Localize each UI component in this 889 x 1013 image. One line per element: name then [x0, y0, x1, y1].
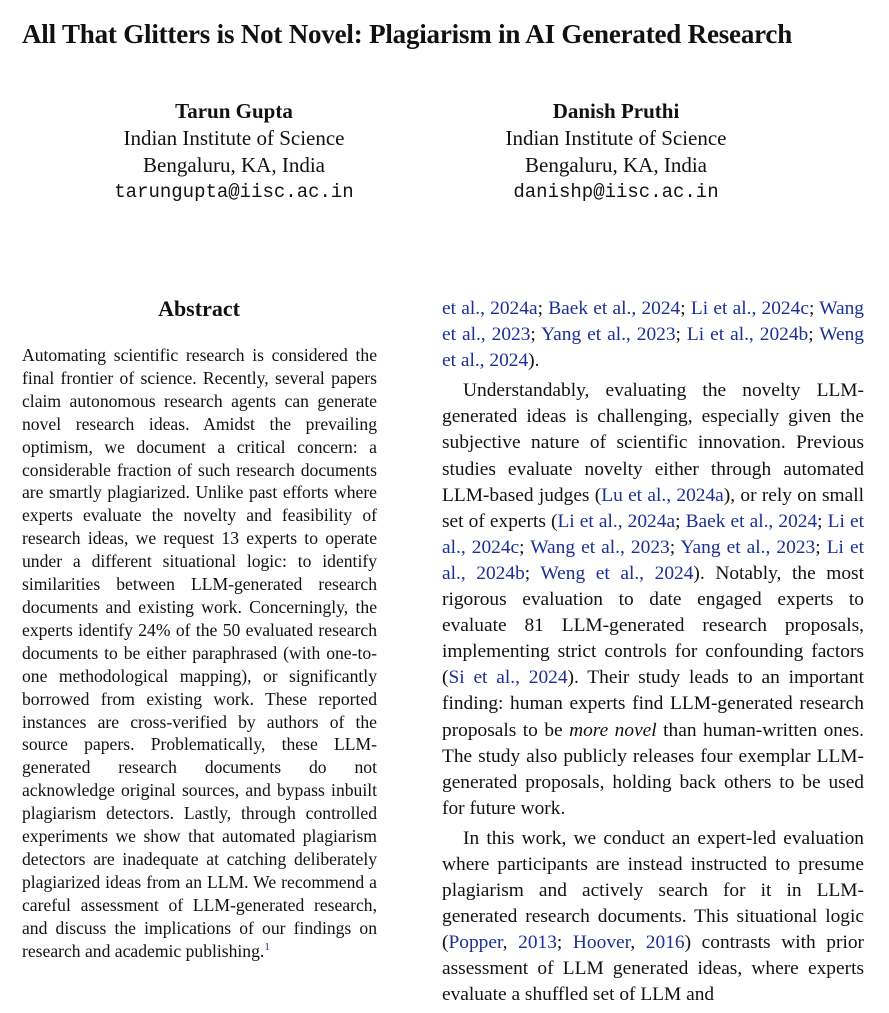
abstract-heading: Abstract: [158, 296, 240, 321]
intro-paragraph-3: In this work, we conduct an expert-led evaluation where participants are instead instructed to presume plagiarism and actively search for it in LLM-generated research documents. This situational logic (Popper, 2013; Hoover, 2016) contrasts with prior assessment of LLM generated ideas, where experts evaluate a shuffled set of LLM and: [442, 827, 864, 1006]
author-email[interactable]: danishp@iisc.ac.in: [513, 181, 719, 203]
emphasis: more novel: [569, 719, 657, 741]
citation-link[interactable]: Li et al., 2024c: [690, 298, 809, 319]
abstract-body: [22, 344, 377, 962]
author-name: Tarun Gupta: [175, 99, 293, 123]
abstract-text: Automating scientific research is considered the final frontier of science. Recently, several papers claim autonomous research agents can generate novel research ideas. Amidst the prevailing optimism, we document a critical concern: a considerable fraction of such research documents are smartly plagiarized. Unlike past efforts where experts evaluate the novelty and feasibility of research ideas, we request 13 experts to operate under a different situational logic: to identify similarities between LLM-generated research documents and existing work. Concerningly, the experts identify 24% of the 50 evaluated research documents to be either paraphrased (with one-to-one methodological mapping), or significantly borrowed from existing work. These reported instances are cross-verified by authors of the source papers. Problematically, these LLM-generated research documents do not acknowledge original sources, and bypass inbuilt plagiarism detectors. Lastly, through controlled experiments we show that automated plagiarism detectors are inadequate at catching deliberately plagiarized ideas from an LLM. We recommend a careful assessment of LLM-generated research, and discuss the implications of our findings on research and academic publishing.: [22, 345, 377, 961]
citation-link[interactable]: Wang et al., 2023: [530, 536, 670, 558]
author-email[interactable]: tarungupta@iisc.ac.in: [114, 181, 354, 203]
citation-link[interactable]: Si et al., 2024: [448, 667, 568, 689]
intro-paragraph-1: et al., 2024a; Baek et al., 2024; Li et al., 2024c; Wang et al., 2023; Yang et al., 2023; Li et al., 2024b; Weng et al., 2024).: [442, 298, 864, 372]
citation-link[interactable]: Wang et al., 2023: [442, 298, 864, 346]
author-affiliation: Indian Institute of Science: [123, 126, 345, 150]
citation-link[interactable]: 2016: [645, 932, 685, 954]
author-affiliation: Indian Institute of Science: [505, 126, 727, 150]
citation-link[interactable]: Baek et al., 2024: [548, 298, 681, 319]
author-block-2: [466, 98, 766, 206]
paper-title: All That Glitters is Not Novel: Plagiarism in AI Generated Research: [22, 19, 793, 49]
citation-link[interactable]: Popper: [448, 932, 503, 954]
citation-link[interactable]: Li et al., 2024a: [557, 510, 676, 532]
citation-link[interactable]: Yang et al., 2023: [680, 536, 816, 558]
citation-link[interactable]: Li et al., 2024b: [686, 324, 809, 346]
author-block-1: [84, 98, 384, 206]
citation-link[interactable]: Baek et al., 2024: [685, 510, 818, 532]
author-name: Danish Pruthi: [552, 99, 680, 123]
citation-link[interactable]: Lu et al., 2024a: [601, 484, 724, 506]
intro-paragraph-2: Understandably, evaluating the novelty LLM-generated ideas is challenging, especially given the subjective nature of scientific innovation. Previous studies evaluate novelty either through automated LLM-based judges (Lu et al., 2024a), or rely on small set of experts (Li et al., 2024a; Baek et al., 2024; Li et al., 2024c; Wang et al., 2023; Yang et al., 2023; Li et al., 2024b; Weng et al., 2024). Notably, the most rigorous evaluation to date engaged experts to evaluate 81 LLM-generated research proposals, implementing strict controls for confounding factors (Si et al., 2024). Their study leads to an important finding: human experts find LLM-generated research proposals to be more novel than human-written ones. The study also publicly releases four exemplar LLM-generated proposals, holding back others to be used for future work.: [442, 380, 864, 819]
citation-link[interactable]: Weng et al., 2024: [540, 562, 694, 584]
footnote-marker[interactable]: 1: [264, 940, 270, 953]
citation-link[interactable]: Weng et al., 2024: [442, 324, 864, 372]
author-location: Bengaluru, KA, India: [525, 153, 707, 177]
introduction-column: [442, 296, 864, 1013]
citation-link[interactable]: Li et al., 2024c: [442, 510, 864, 558]
citation-link[interactable]: 2013: [518, 932, 557, 954]
citation-link[interactable]: Hoover: [572, 932, 631, 954]
citation-link[interactable]: et al., 2024a: [442, 298, 538, 319]
citation-link[interactable]: Yang et al., 2023: [541, 324, 676, 346]
author-location: Bengaluru, KA, India: [143, 153, 325, 177]
citation-link[interactable]: Li et al., 2024b: [442, 536, 864, 584]
